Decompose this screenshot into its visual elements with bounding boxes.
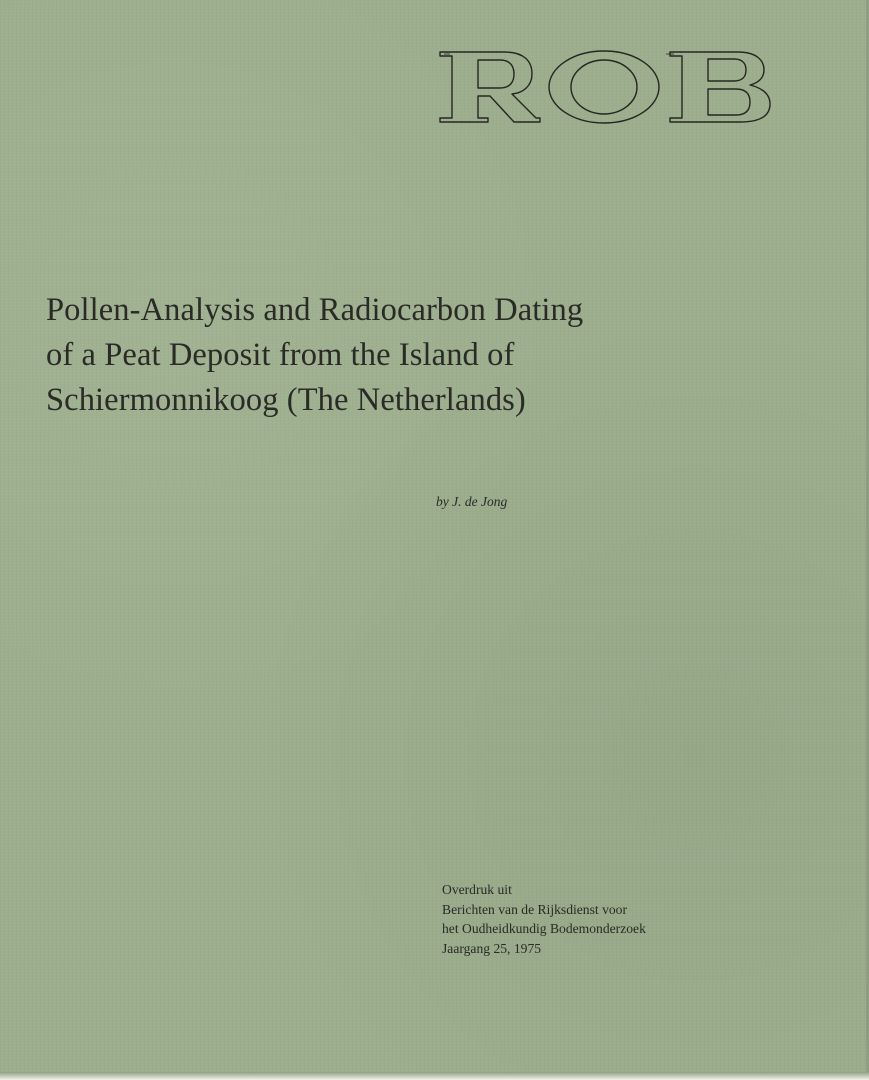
rob-logo bbox=[438, 48, 774, 126]
document-title bbox=[46, 288, 746, 423]
imprint-line-4: Jaargang 25, 1975 bbox=[442, 940, 542, 956]
imprint-line-3: het Oudheidkundig Bodemonderzoek bbox=[442, 921, 646, 936]
title-line-3: Schiermonnikoog (The Netherlands) bbox=[46, 382, 526, 418]
title-line-2: of a Peat Deposit from the Island of bbox=[46, 337, 515, 373]
imprint-line-1: Overdruk uit bbox=[442, 882, 512, 897]
author-byline: by J. de Jong bbox=[436, 494, 508, 509]
imprint-block bbox=[442, 880, 646, 958]
cover-bottom-edge bbox=[0, 1072, 869, 1080]
title-line-1: Pollen-Analysis and Radiocarbon Dating bbox=[46, 292, 584, 328]
imprint-line-2: Berichten van de Rijksdienst voor bbox=[442, 901, 627, 917]
